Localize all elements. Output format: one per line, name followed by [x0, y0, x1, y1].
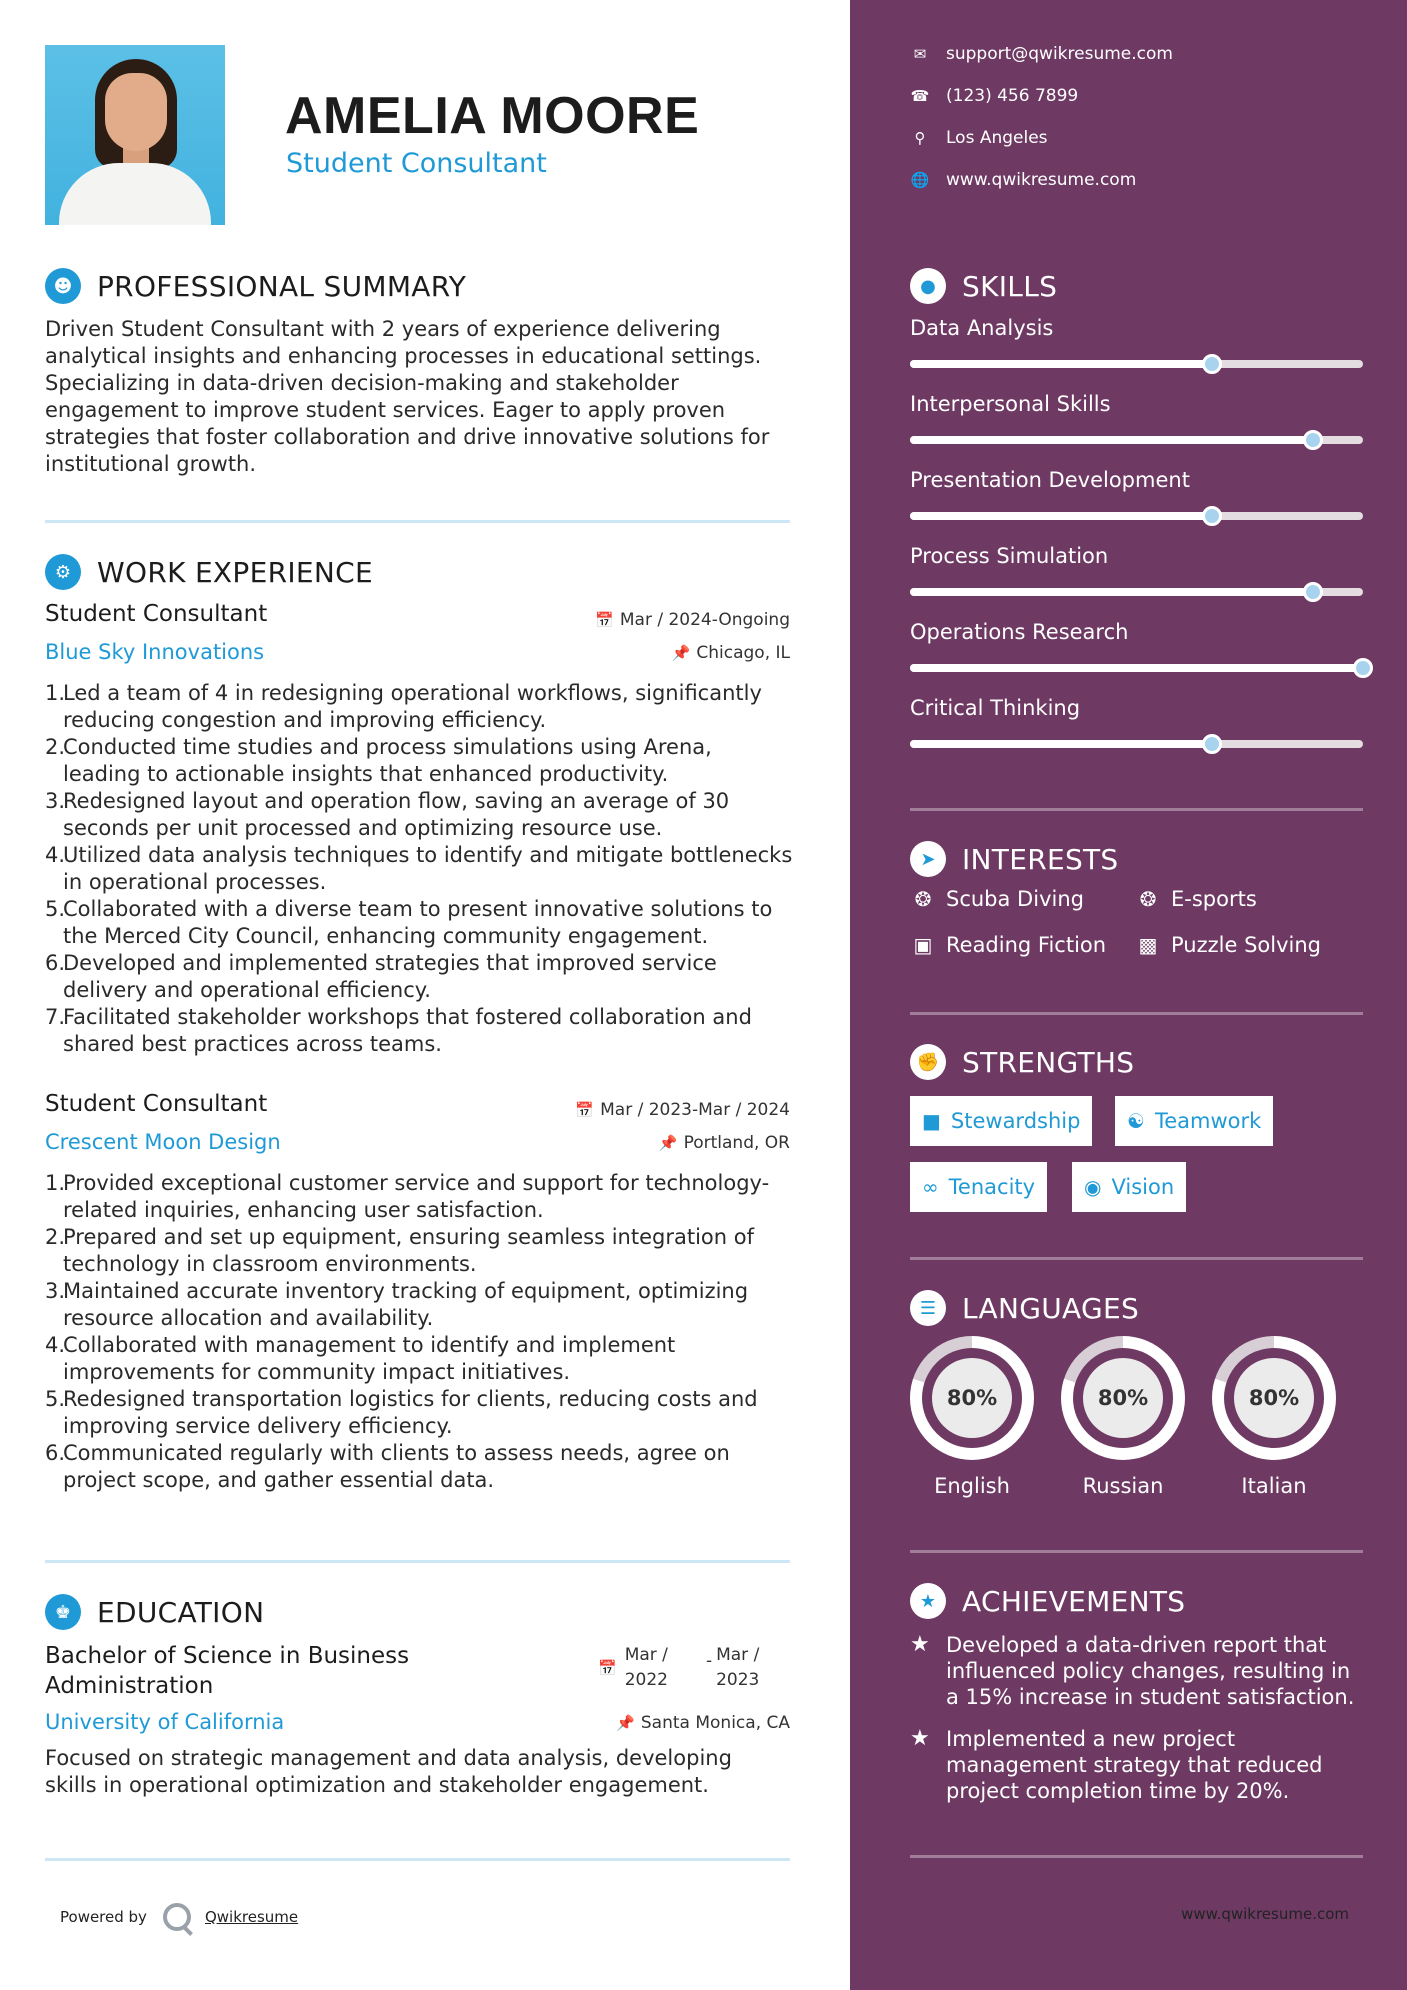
section-divider [45, 520, 790, 523]
skill-knob [1353, 658, 1373, 678]
life-ring-icon: ❂ [1139, 887, 1157, 911]
skill-item [910, 392, 1363, 444]
education-description: Focused on strategic management and data analysis, developing skills in operational optimization and stakeholder engagement. [45, 1746, 732, 1797]
work-heading [45, 554, 373, 590]
calendar-icon: 📅 [575, 1101, 595, 1119]
skill-item [910, 468, 1363, 520]
skill-item [910, 620, 1363, 672]
graduate-icon: ♚ [45, 1594, 81, 1630]
section-divider [910, 1855, 1363, 1858]
achievement-item: ★ Developed a data-driven report that influenced policy changes, resulting in a 15% increase in student satisfaction. [910, 1632, 1355, 1709]
interest-item: ▣ Reading Fiction [910, 933, 1106, 957]
strength-tag: ☯ Teamwork [1115, 1096, 1273, 1146]
list-item: 1. Led a team of 4 in redesigning operational workflows, significantly reducing congestion and improving efficiency. [45, 681, 762, 732]
section-divider [45, 1858, 790, 1861]
education-heading [45, 1594, 264, 1630]
list-item: 7. Facilitated stakeholder workshops that fostered collaboration and shared best practices across teams. [45, 1005, 752, 1056]
paper-plane-icon: ➤ [910, 841, 946, 877]
map-marker-icon: ⚲ [914, 129, 926, 147]
section-divider [910, 1257, 1363, 1260]
section-divider [45, 1560, 790, 1563]
language-ring: 80% [1061, 1336, 1185, 1460]
skill-track [910, 436, 1363, 444]
book-icon: ▩ [1138, 933, 1158, 957]
job-company: Blue Sky Innovations [45, 640, 265, 664]
sidebar [850, 0, 1407, 1990]
calendar-icon: 📅 [595, 611, 614, 629]
pin-icon: 📌 [658, 1134, 678, 1152]
language-item: 80% English [910, 1336, 1034, 1498]
profile-photo [45, 45, 225, 225]
job-location: 📌 Chicago, IL [671, 643, 790, 663]
job-duties [45, 1170, 795, 1494]
interest-item: ❂ E-sports [1135, 887, 1257, 911]
skill-name: Presentation Development [910, 468, 1190, 492]
skill-track [910, 360, 1363, 368]
powered-by: Powered by Qwikresume [60, 1903, 298, 1931]
list-item: 6. Communicated regularly with clients to assess needs, agree on project scope, and gather essential data. [45, 1441, 730, 1492]
skill-name: Process Simulation [910, 544, 1109, 568]
pin-icon: 📌 [616, 1714, 635, 1732]
language-icon: ☰ [910, 1290, 946, 1326]
achievements-heading: ★ ACHIEVEMENTS [910, 1583, 1185, 1619]
list-item: 2. Conducted time studies and process simulations using Arena, leading to actionable insights that enhanced productivity. [45, 735, 712, 786]
language-ring: 80% [1212, 1336, 1336, 1460]
skill-fill [910, 664, 1363, 672]
list-item: 2. Prepared and set up equipment, ensuring seamless integration of technology in classroom environments. [45, 1225, 754, 1276]
education-title: EDUCATION [97, 1595, 265, 1629]
phone-icon: ☎ [910, 87, 930, 105]
pin-icon: 📌 [671, 644, 691, 662]
lightbulb-icon: ● [910, 268, 946, 304]
job-location: 📌 Portland, OR [658, 1133, 790, 1153]
interests-heading: ➤ INTERESTS [910, 841, 1119, 877]
skill-name: Data Analysis [910, 316, 1054, 340]
language-item: 80% Italian [1212, 1336, 1336, 1498]
job-title: Student Consultant [45, 601, 268, 627]
job-date: 📅 Mar / 2023-Mar / 2024 [575, 1100, 790, 1120]
qwikresume-logo-icon [163, 1903, 191, 1931]
skill-fill [910, 436, 1313, 444]
candidate-name: AMELIA MOORE [285, 87, 700, 145]
briefcase-icon: ■ [922, 1109, 941, 1133]
star-icon: ★ [910, 1632, 930, 1657]
skill-knob [1202, 354, 1222, 374]
interest-item: ❂ Scuba Diving [910, 887, 1084, 911]
skill-name: Interpersonal Skills [910, 392, 1111, 416]
skill-item [910, 316, 1363, 368]
star-icon: ★ [910, 1726, 930, 1751]
skill-track [910, 512, 1363, 520]
skill-knob [1303, 430, 1323, 450]
language-ring: 80% [910, 1336, 1034, 1460]
star-badge-icon: ★ [910, 1583, 946, 1619]
candidate-role: Student Consultant [286, 148, 547, 179]
skill-knob [1202, 506, 1222, 526]
skill-fill [910, 588, 1313, 596]
degree-title: Bachelor of Science in Business Administration [45, 1643, 410, 1699]
section-divider [910, 1550, 1363, 1553]
contact-location: ⚲ Los Angeles [910, 128, 1048, 148]
fist-icon: ✊ [910, 1044, 946, 1080]
user-circle-icon: ☻ [45, 268, 81, 304]
skill-name: Operations Research [910, 620, 1129, 644]
section-divider [910, 1012, 1363, 1015]
qwikresume-link[interactable]: Qwikresume [204, 1908, 299, 1926]
globe-icon: 🌐 [910, 171, 930, 189]
skill-item [910, 696, 1363, 748]
strengths-heading: ✊ STRENGTHS [910, 1044, 1134, 1080]
summary-heading [45, 268, 466, 304]
envelope-icon: ✉ [913, 45, 927, 63]
list-item: 6. Developed and implemented strategies that improved service delivery and operational efficiency. [45, 951, 717, 1002]
strength-tag: ∞ Tenacity [910, 1162, 1047, 1212]
job-date: 📅 Mar / 2024-Ongoing [595, 610, 790, 630]
link-icon: ∞ [922, 1175, 939, 1199]
education-dates: 📅 Mar / 2022 - Mar / 2023 [598, 1645, 760, 1690]
summary-title: PROFESSIONAL SUMMARY [97, 269, 467, 303]
footer-url[interactable]: www.qwikresume.com [1181, 1905, 1349, 1923]
list-item: 4. Utilized data analysis techniques to identify and mitigate bottlenecks in operational processes. [45, 843, 793, 894]
school-name: University of California [45, 1710, 285, 1734]
strength-tag: ■ Stewardship [910, 1096, 1092, 1146]
contact-email[interactable]: ✉ support@qwikresume.com [910, 44, 1173, 64]
list-item: 3. Maintained accurate inventory tracking of equipment, optimizing resource allocation and availability. [45, 1279, 749, 1330]
skill-track [910, 588, 1363, 596]
skill-item [910, 544, 1363, 596]
list-item: 3. Redesigned layout and operation flow, saving an average of 30 seconds per unit processed and optimizing resource use. [45, 789, 730, 840]
skill-knob [1202, 734, 1222, 754]
list-item: 5. Redesigned transportation logistics for clients, reducing costs and improving service delivery efficiency. [45, 1387, 758, 1438]
skill-fill [910, 512, 1212, 520]
users-icon: ☯ [1127, 1109, 1145, 1133]
contact-phone: ☎ (123) 456 7899 [910, 86, 1079, 106]
section-divider [910, 808, 1363, 811]
binoculars-icon: ◉ [1084, 1175, 1102, 1199]
skill-fill [910, 360, 1212, 368]
life-ring-icon: ❂ [914, 887, 932, 911]
skills-heading: ● SKILLS [910, 268, 1057, 304]
skill-track [910, 740, 1363, 748]
list-item: 4. Collaborated with management to identify and implement improvements for community impact initiatives. [45, 1333, 676, 1384]
interest-item: ▩ Puzzle Solving [1135, 933, 1321, 957]
achievement-item: ★ Implemented a new project management strategy that reduced project completion time by 20%. [910, 1726, 1323, 1803]
strength-tag: ◉ Vision [1072, 1162, 1186, 1212]
list-item: 5. Collaborated with a diverse team to present innovative solutions to the Merced City Council, enhancing community engagement. [45, 897, 773, 948]
contact-website[interactable]: 🌐 www.qwikresume.com [910, 170, 1137, 190]
school-location: 📌 Santa Monica, CA [616, 1713, 790, 1733]
language-item: 80% Russian [1061, 1336, 1185, 1498]
skill-track [910, 664, 1363, 672]
languages-heading: ☰ LANGUAGES [910, 1290, 1139, 1326]
job-duties [45, 680, 795, 1058]
work-title: WORK EXPERIENCE [97, 555, 373, 589]
job-company: Crescent Moon Design [45, 1130, 281, 1154]
calendar-icon: 📅 [598, 1659, 617, 1677]
briefcase-user-icon: ⚙ [45, 554, 81, 590]
skill-name: Critical Thinking [910, 696, 1081, 720]
summary-text: Driven Student Consultant with 2 years of experience delivering analytical insights and enhancing processes in educational settings. Specializing in data-driven decision-making and stakeholder engagement to improve student services. Eager to apply proven strategies that foster collaboration and drive innovative solutions for institutional growth. [45, 317, 770, 476]
list-item: 1. Provided exceptional customer service and support for technology- related inquiries, enhancing user satisfaction. [45, 1171, 770, 1222]
gamepad-icon: ▣ [913, 933, 933, 957]
skill-knob [1303, 582, 1323, 602]
skill-fill [910, 740, 1212, 748]
job-title: Student Consultant [45, 1091, 268, 1117]
